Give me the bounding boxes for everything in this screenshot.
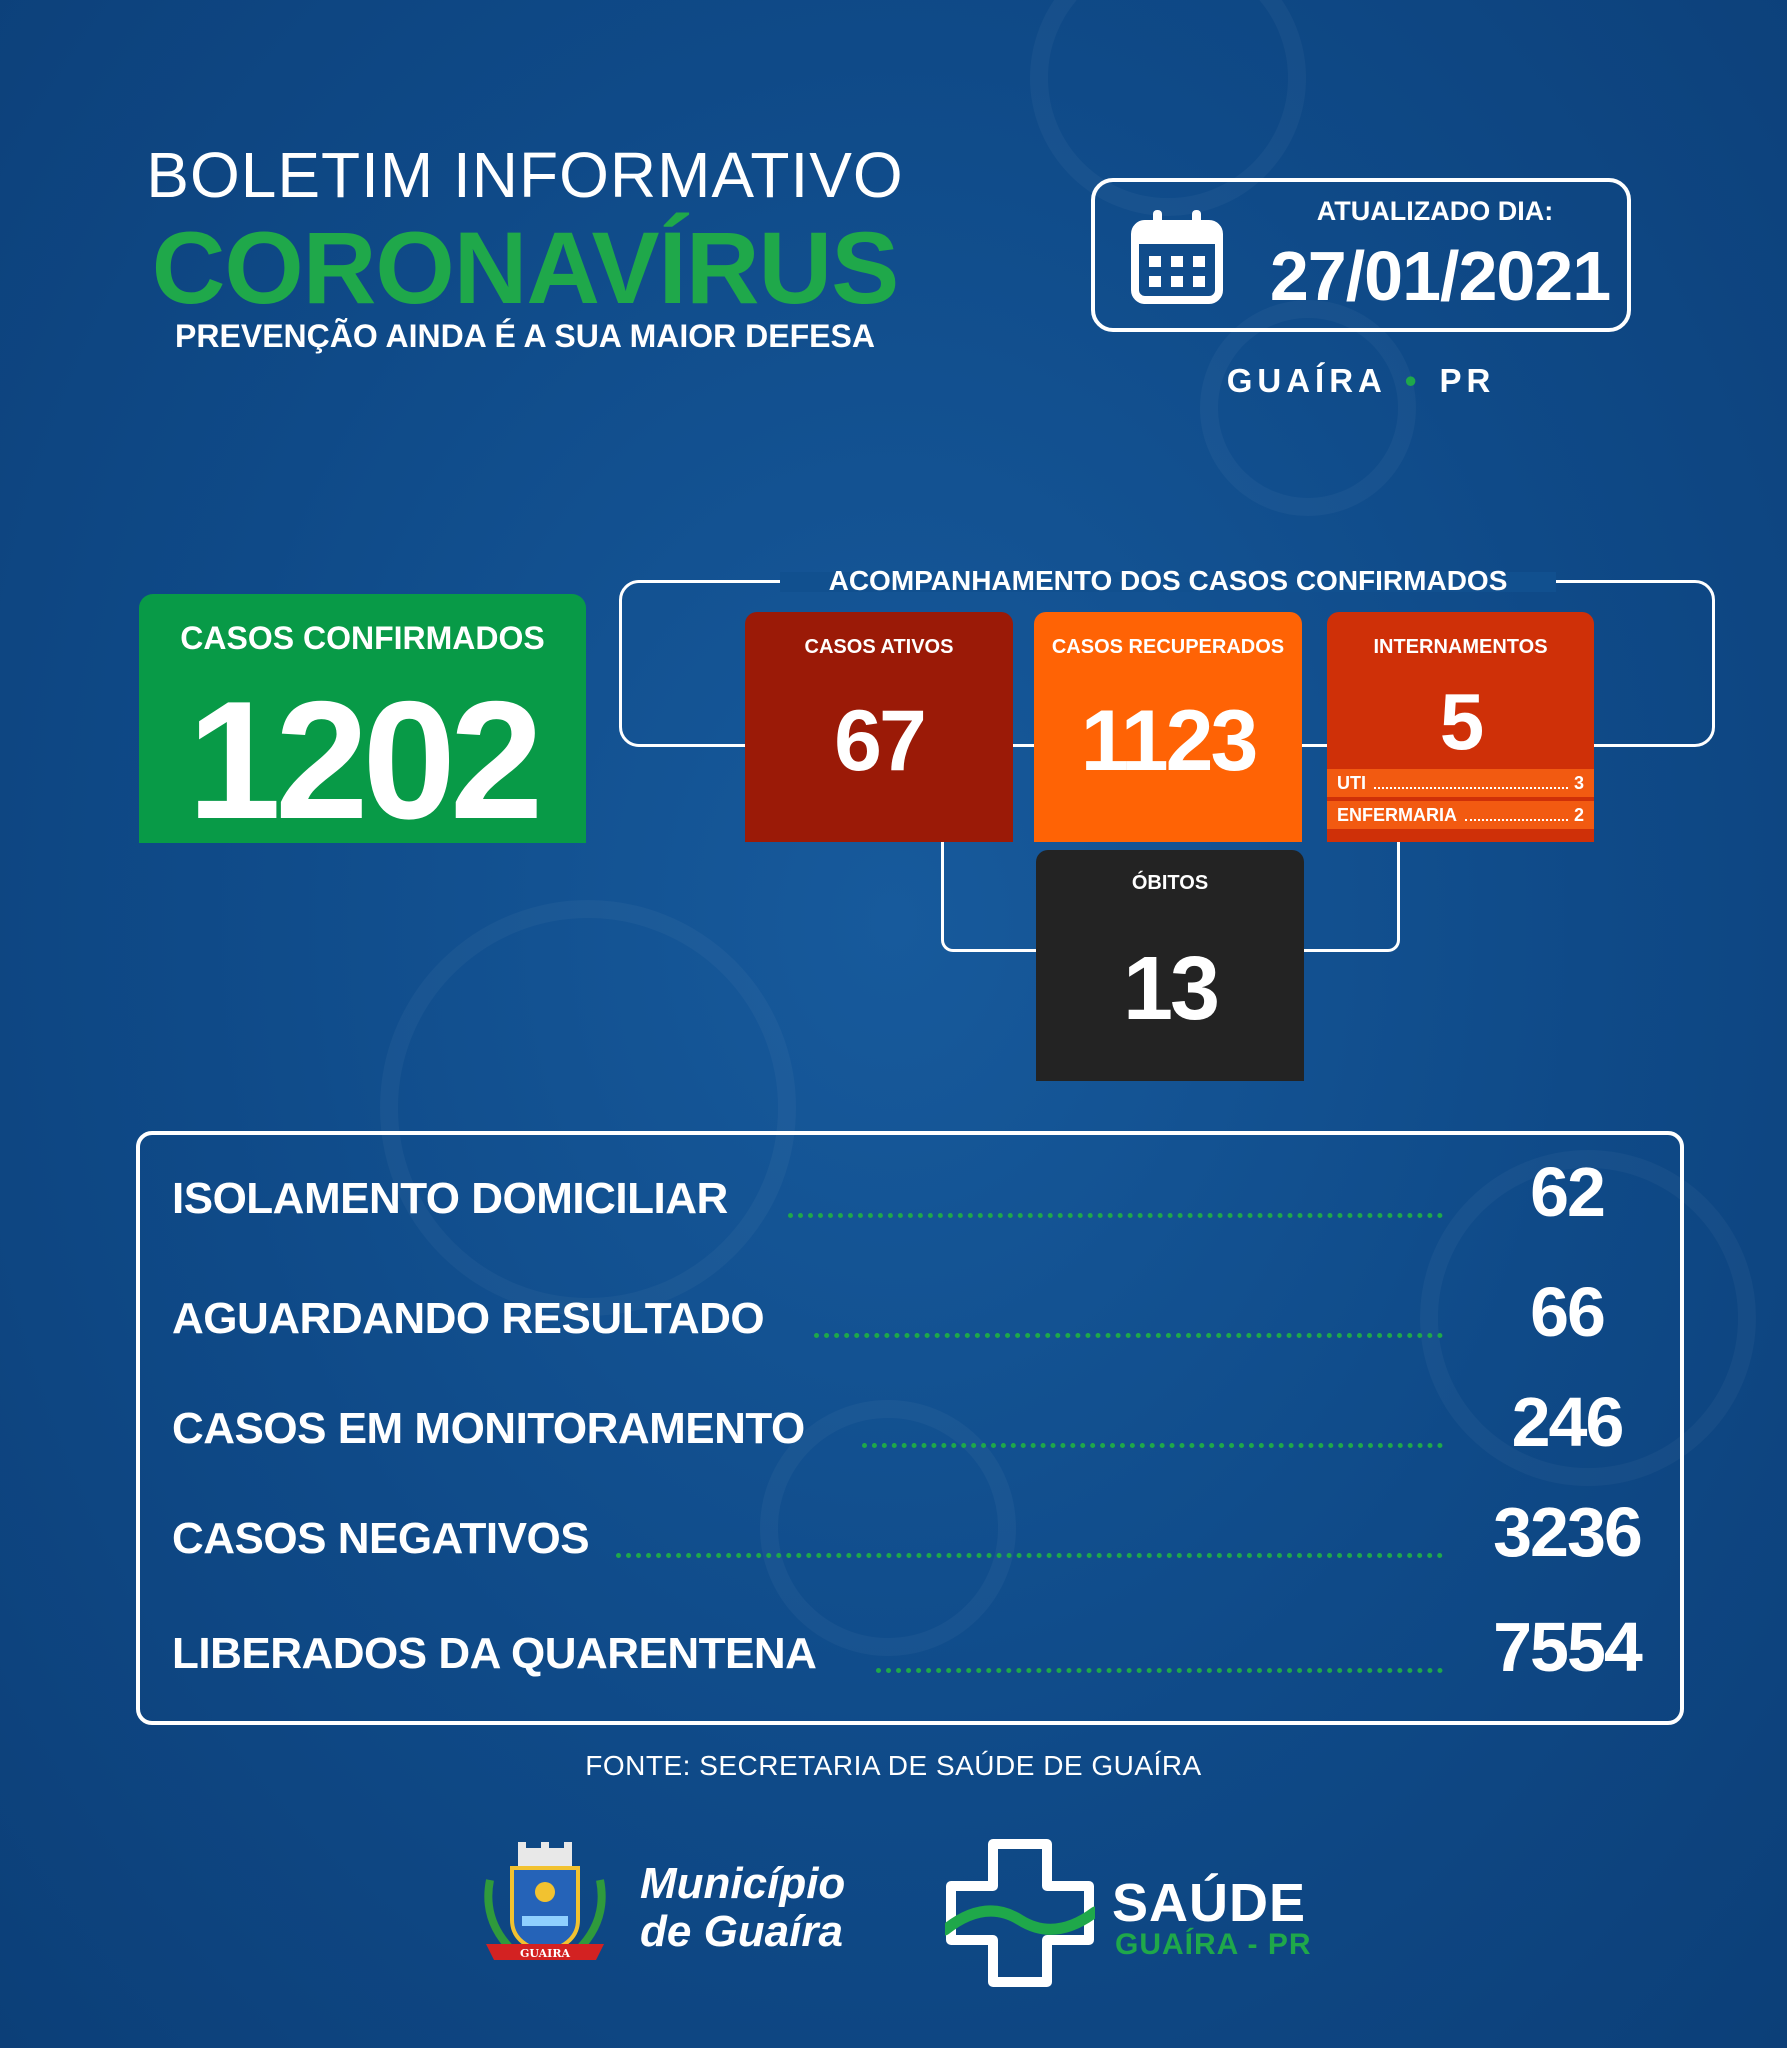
stat-label: LIBERADOS DA QUARENTENA xyxy=(172,1629,817,1678)
recovered-cases-label: CASOS RECUPERADOS xyxy=(1051,636,1285,658)
location-label xyxy=(1091,362,1631,400)
health-cross-logo xyxy=(945,1838,1095,1988)
stat-row-negativos xyxy=(172,1493,1672,1571)
ward-value: 2 xyxy=(1573,804,1584,825)
hospitalizations-value: 5 xyxy=(1439,677,1482,766)
stat-label: ISOLAMENTO DOMICILIAR xyxy=(172,1174,728,1223)
city-name: GUAÍRA xyxy=(1226,362,1387,399)
ward-dots xyxy=(1465,809,1568,821)
municipio-line2: de Guaíra xyxy=(640,1907,843,1956)
municipio-line1: Município xyxy=(640,1859,846,1908)
stat-row-liberados xyxy=(172,1608,1672,1686)
saude-wordmark: SAÚDE xyxy=(1112,1873,1307,1933)
stat-row-monitoramento xyxy=(172,1383,1672,1461)
recovered-cases-value: 1123 xyxy=(1080,693,1256,789)
deaths-card xyxy=(1036,850,1304,1081)
updated-label: ATUALIZADO DIA: xyxy=(1316,196,1554,226)
svg-text:GUAIRA: GUAIRA xyxy=(519,1947,571,1960)
city-crest-logo xyxy=(472,1840,618,1972)
icu-dots xyxy=(1374,777,1568,789)
dotted-leader xyxy=(788,1213,1443,1218)
stat-row-isolamento xyxy=(172,1153,1672,1231)
icu-row xyxy=(1327,769,1594,797)
stat-label: CASOS NEGATIVOS xyxy=(172,1514,590,1563)
municipio-wordmark xyxy=(640,1860,845,1956)
coronavirus-title: CORONAVÍRUS xyxy=(151,211,899,325)
hospitalizations-label: INTERNAMENTOS xyxy=(1373,636,1548,658)
dotted-leader xyxy=(876,1668,1443,1673)
stat-label: CASOS EM MONITORAMENTO xyxy=(172,1404,805,1453)
active-cases-label: CASOS ATIVOS xyxy=(804,636,954,658)
confirmed-cases-label: CASOS CONFIRMADOS xyxy=(180,620,545,656)
separator-dot: • xyxy=(1404,362,1422,399)
bulletin-title: BOLETIM INFORMATIVO xyxy=(146,139,904,211)
source-text: FONTE: SECRETARIA DE SAÚDE DE GUAÍRA xyxy=(585,1750,1202,1781)
calendar-icon xyxy=(1127,206,1227,306)
confirmed-cases-value: 1202 xyxy=(187,666,538,854)
icu-value: 3 xyxy=(1573,772,1584,793)
deaths-label: ÓBITOS xyxy=(1131,872,1209,894)
icu-label: UTI xyxy=(1337,772,1366,793)
active-cases-card xyxy=(745,612,1013,842)
state-name: PR xyxy=(1439,362,1496,399)
stat-value: 246 xyxy=(1511,1383,1623,1461)
ward-row xyxy=(1327,801,1594,829)
background-virus-decoration xyxy=(1200,300,1416,516)
hospitalizations-card xyxy=(1327,612,1594,842)
stat-row-aguardando xyxy=(172,1273,1672,1351)
recovered-cases-card xyxy=(1034,612,1302,842)
stat-value: 7554 xyxy=(1493,1608,1641,1686)
deaths-value: 13 xyxy=(1122,939,1218,1039)
dotted-leader xyxy=(862,1443,1443,1448)
dotted-leader xyxy=(814,1333,1443,1338)
tracking-title: ACOMPANHAMENTO DOS CASOS CONFIRMADOS xyxy=(828,565,1508,596)
update-date: 27/01/2021 xyxy=(1269,237,1611,315)
stat-label: AGUARDANDO RESULTADO xyxy=(172,1294,765,1343)
stat-value: 62 xyxy=(1530,1153,1604,1231)
ward-label: ENFERMARIA xyxy=(1337,804,1457,825)
active-cases-value: 67 xyxy=(834,693,924,789)
stat-value: 66 xyxy=(1530,1273,1604,1351)
saude-location: GUAÍRA - PR xyxy=(1115,1928,1312,1961)
stat-value: 3236 xyxy=(1493,1493,1641,1571)
prevention-slogan: PREVENÇÃO AINDA É A SUA MAIOR DEFESA xyxy=(175,318,875,354)
dotted-leader xyxy=(616,1553,1443,1558)
